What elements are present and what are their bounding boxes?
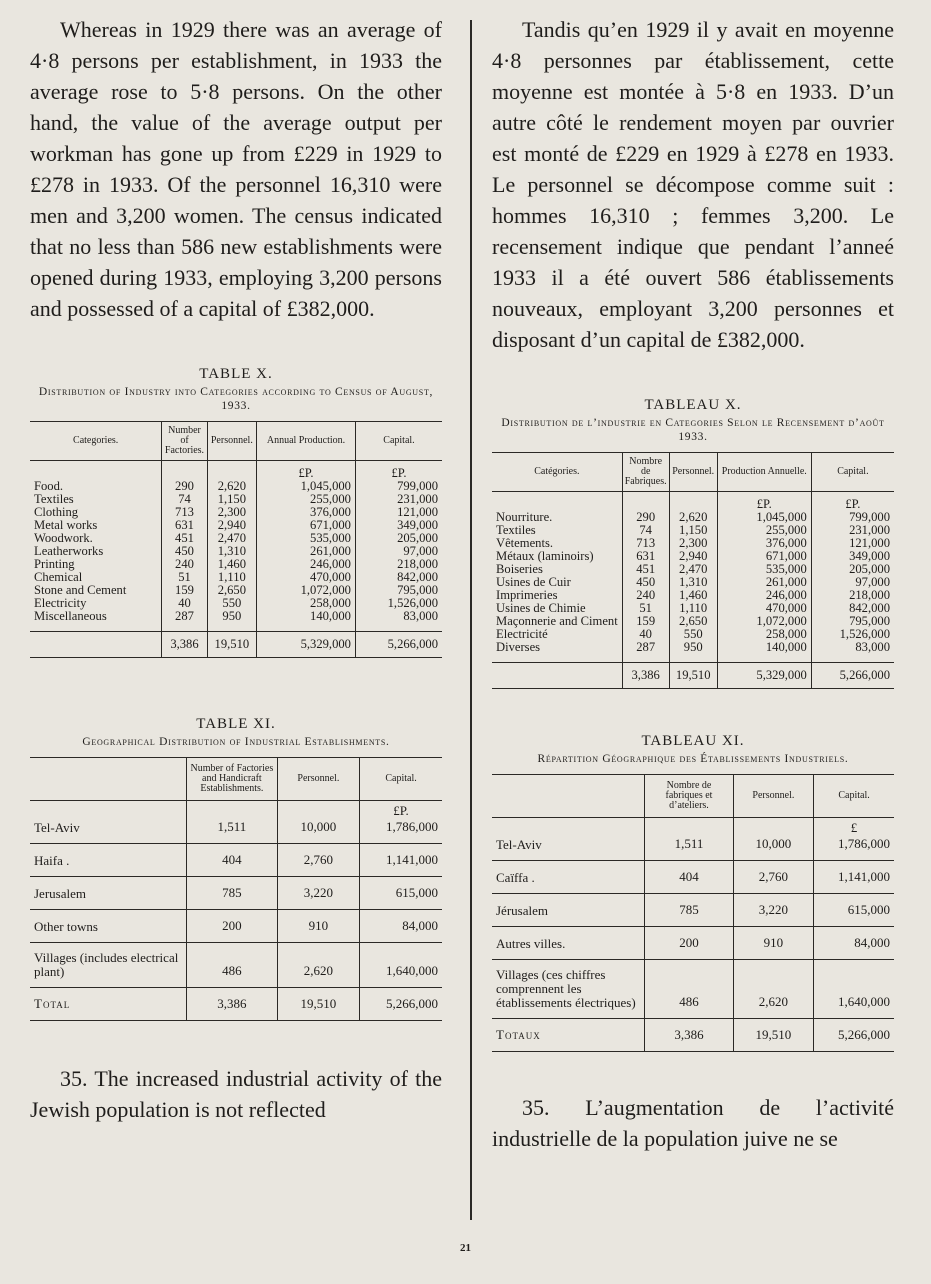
category-cell: Vêtements. [496, 536, 554, 550]
value-cell: 240 [162, 558, 207, 571]
value-cell: 218,000 [355, 558, 442, 571]
value-cell: 910 [277, 910, 359, 943]
tableau-x-header: Nombre de Fabriques. [622, 453, 669, 492]
value-cell: 121,000 [811, 537, 894, 550]
table-row [30, 877, 442, 910]
value-cell: 261,000 [717, 576, 811, 589]
value-cell: 255,000 [257, 493, 356, 506]
unit-cell: £ [814, 818, 894, 837]
value-cell: 2,620 [207, 480, 256, 493]
category-cell: Métaux (laminoirs) [496, 549, 594, 563]
tableau-xi-header: Nombre de fabriques et d’ateliers. [645, 775, 733, 818]
total-cell: 19,510 [733, 1019, 813, 1052]
table-row [492, 641, 894, 663]
value-cell: 631 [622, 550, 669, 563]
value-cell: 140,000 [257, 610, 356, 632]
value-cell: 205,000 [355, 532, 442, 545]
total-cell: Totaux [492, 1019, 645, 1052]
closing-paragraph-en: 35. The increased industrial activity of the Jewish population is not reflected [30, 1066, 442, 1122]
category-cell: Chemical [34, 570, 83, 584]
value-cell: 671,000 [257, 519, 356, 532]
totals-row [492, 663, 894, 689]
category-cell: Printing [34, 557, 75, 571]
category-cell: Usines de Cuir [496, 575, 571, 589]
place-cell: Haifa . [30, 844, 187, 877]
unit-row [492, 818, 894, 837]
value-cell: 1,150 [207, 493, 256, 506]
value-cell: 40 [622, 628, 669, 641]
value-cell: 713 [162, 506, 207, 519]
unit-cell [30, 461, 162, 481]
value-cell: 376,000 [717, 537, 811, 550]
value-cell: 3,220 [277, 877, 359, 910]
category-cell: Electricity [34, 596, 87, 610]
value-cell: 1,640,000 [360, 943, 442, 988]
tableau-xi [492, 774, 894, 1052]
value-cell: 950 [207, 610, 256, 632]
value-cell: 1,045,000 [257, 480, 356, 493]
tableau-x-caption: Distribution de l’industrie en Categories Selon le Recensement d’août 1933. [501, 417, 885, 443]
value-cell: 1,045,000 [717, 511, 811, 524]
table-x-header: Number of Factories. [162, 422, 207, 461]
value-cell: 1,460 [207, 558, 256, 571]
total-cell: 3,386 [187, 988, 278, 1021]
value-cell: 97,000 [811, 576, 894, 589]
total-cell: 5,329,000 [717, 663, 811, 689]
value-cell: 785 [645, 894, 733, 927]
category-cell: Metal works [34, 518, 98, 532]
value-cell: 451 [622, 563, 669, 576]
value-cell: 1,460 [669, 589, 717, 602]
category-cell: Textiles [34, 492, 74, 506]
value-cell: 83,000 [355, 610, 442, 632]
value-cell: 1,110 [669, 602, 717, 615]
unit-cell [162, 461, 207, 481]
value-cell: 1,511 [187, 819, 278, 844]
value-cell: 200 [645, 927, 733, 960]
unit-cell [207, 461, 256, 481]
total-cell: 19,510 [277, 988, 359, 1021]
table-row [492, 894, 894, 927]
value-cell: 404 [645, 861, 733, 894]
tableau-xi-header: Personnel. [733, 775, 813, 818]
value-cell: 258,000 [257, 597, 356, 610]
table-xi-title: TABLE XI. [196, 716, 276, 732]
table-xi-caption: Geographical Distribution of Industrial Establishments. [82, 736, 390, 748]
value-cell: 2,650 [669, 615, 717, 628]
value-cell: 159 [622, 615, 669, 628]
value-cell: 200 [187, 910, 278, 943]
value-cell: 631 [162, 519, 207, 532]
value-cell: 486 [187, 943, 278, 988]
table-x-header: Personnel. [207, 422, 256, 461]
value-cell: 795,000 [811, 615, 894, 628]
value-cell: 140,000 [717, 641, 811, 663]
table-row [30, 844, 442, 877]
unit-cell [30, 801, 187, 820]
table-row [492, 836, 894, 861]
value-cell: 40 [162, 597, 207, 610]
category-cell: Nourriture. [496, 510, 553, 524]
value-cell: 246,000 [257, 558, 356, 571]
value-cell: 287 [622, 641, 669, 663]
place-cell: Tel-Aviv [30, 819, 187, 844]
total-cell: 5,266,000 [814, 1019, 894, 1052]
closing-paragraph-fr: 35. L’augmentation de l’activité industrielle de la population juive ne se [492, 1095, 894, 1151]
value-cell: 290 [622, 511, 669, 524]
value-cell: 1,786,000 [360, 819, 442, 844]
value-cell: 205,000 [811, 563, 894, 576]
value-cell: 535,000 [257, 532, 356, 545]
value-cell: 376,000 [257, 506, 356, 519]
unit-row [30, 461, 442, 481]
value-cell: 2,620 [669, 511, 717, 524]
category-cell: Usines de Chimie [496, 601, 586, 615]
table-xi-header [30, 758, 187, 801]
value-cell: 258,000 [717, 628, 811, 641]
value-cell: 2,470 [669, 563, 717, 576]
tableau-x [492, 452, 894, 689]
value-cell: 450 [622, 576, 669, 589]
table-xi-header: Personnel. [277, 758, 359, 801]
place-cell: Villages (ces chiffres comprennent les établissements électriques) [492, 960, 645, 1019]
unit-row [492, 492, 894, 512]
tableau-xi-header [492, 775, 645, 818]
intro-paragraph-fr: Tandis qu’en 1929 il y avait en moyenne 4·8 personnes par établissement, cette moyenne est montée à 5·8 en 1933. D’un autre côté le rendement moyen par ouvrier est monté de £229 en 1929 à £278 en 1933. Le personnel se décompose comme suit : hommes 16,310 ; femmes 3,200. Le recensement indique que pendant l’anneé 1933 il a été ouvert 586 établissements nouveaux, employant 3,200 personnes et disposant d’un capital de £382,000. [492, 17, 894, 352]
value-cell: 2,620 [277, 943, 359, 988]
value-cell: 842,000 [811, 602, 894, 615]
table-xi-header: Capital. [360, 758, 442, 801]
total-cell: 3,386 [622, 663, 669, 689]
tableau-x-title: TABLEAU X. [644, 397, 742, 413]
category-cell: Clothing [34, 505, 79, 519]
value-cell: 231,000 [355, 493, 442, 506]
value-cell: 2,620 [733, 960, 813, 1019]
intro-paragraph-en: Whereas in 1929 there was an average of 4·8 persons per establishment, in 1933 the average rose to 5·8 persons. On the other hand, the value of the average output per workman has gone up from £229 in 1929 to £278 in 1933. Of the personnel 16,310 were men and 3,200 women. The census indicated that no less than 586 new establishments were opened during 1933, employing 3,200 persons and possessed of a capital of £382,000. [30, 17, 442, 321]
unit-cell: £P. [811, 492, 894, 512]
category-cell: Maçonnerie and Ciment [496, 614, 618, 628]
table-x-header: Categories. [30, 422, 162, 461]
tableau-xi-caption: Répartition Géographique des Établissements Industriels. [537, 753, 849, 765]
category-cell: Boiseries [496, 562, 543, 576]
category-cell: Food. [34, 479, 64, 493]
value-cell: 2,650 [207, 584, 256, 597]
unit-cell: £P. [717, 492, 811, 512]
unit-cell: £P. [360, 801, 442, 820]
totals-row [30, 988, 442, 1021]
table-x-caption: Distribution of Industry into Categories according to Census of August, 1933. [38, 386, 434, 412]
table-x-header: Capital. [355, 422, 442, 461]
value-cell: 2,470 [207, 532, 256, 545]
total-cell: Total [30, 988, 187, 1021]
unit-cell [669, 492, 717, 512]
value-cell: 10,000 [277, 819, 359, 844]
value-cell: 671,000 [717, 550, 811, 563]
unit-cell [645, 818, 733, 837]
value-cell: 950 [669, 641, 717, 663]
value-cell: 2,940 [207, 519, 256, 532]
value-cell: 121,000 [355, 506, 442, 519]
value-cell: 2,760 [733, 861, 813, 894]
value-cell: 84,000 [814, 927, 894, 960]
value-cell: 1,141,000 [360, 844, 442, 877]
value-cell: 470,000 [257, 571, 356, 584]
value-cell: 2,760 [277, 844, 359, 877]
unit-cell [187, 801, 278, 820]
value-cell: 1,640,000 [814, 960, 894, 1019]
value-cell: 218,000 [811, 589, 894, 602]
tableau-x-header: Catégories. [492, 453, 622, 492]
column-divider [470, 20, 472, 1220]
value-cell: 795,000 [355, 584, 442, 597]
total-cell: 19,510 [669, 663, 717, 689]
value-cell: 615,000 [360, 877, 442, 910]
value-cell: 231,000 [811, 524, 894, 537]
value-cell: 290 [162, 480, 207, 493]
table-xi-header: Number of Factories and Handicraft Establishments. [187, 758, 278, 801]
value-cell: 910 [733, 927, 813, 960]
value-cell: 1,526,000 [811, 628, 894, 641]
tableau-x-header: Personnel. [669, 453, 717, 492]
tableau-x-header: Capital. [811, 453, 894, 492]
totals-row [492, 1019, 894, 1052]
unit-cell [492, 818, 645, 837]
value-cell: 713 [622, 537, 669, 550]
unit-cell [492, 492, 622, 512]
value-cell: 842,000 [355, 571, 442, 584]
value-cell: 470,000 [717, 602, 811, 615]
place-cell: Autres villes. [492, 927, 645, 960]
table-row [30, 819, 442, 844]
value-cell: 785 [187, 877, 278, 910]
table-x-title: TABLE X. [199, 366, 273, 382]
tableau-xi-header: Capital. [814, 775, 894, 818]
value-cell: 349,000 [355, 519, 442, 532]
value-cell: 240 [622, 589, 669, 602]
category-cell: Electricité [496, 627, 548, 641]
value-cell: 799,000 [811, 511, 894, 524]
value-cell: 74 [622, 524, 669, 537]
value-cell: 2,940 [669, 550, 717, 563]
value-cell: 535,000 [717, 563, 811, 576]
french-column [492, 14, 894, 1154]
unit-cell [733, 818, 813, 837]
value-cell: 2,300 [669, 537, 717, 550]
value-cell: 3,220 [733, 894, 813, 927]
unit-cell: £P. [355, 461, 442, 481]
value-cell: 74 [162, 493, 207, 506]
value-cell: 1,110 [207, 571, 256, 584]
table-row [492, 960, 894, 1019]
tableau-xi-title: TABLEAU XI. [641, 733, 745, 749]
value-cell: 10,000 [733, 836, 813, 861]
category-cell: Imprimeries [496, 588, 558, 602]
value-cell: 1,526,000 [355, 597, 442, 610]
category-cell: Woodwork. [34, 531, 93, 545]
table-row [492, 861, 894, 894]
value-cell: 261,000 [257, 545, 356, 558]
total-cell: 5,266,000 [355, 632, 442, 658]
total-cell: 5,266,000 [360, 988, 442, 1021]
value-cell: 51 [162, 571, 207, 584]
value-cell: 246,000 [717, 589, 811, 602]
value-cell: 1,072,000 [717, 615, 811, 628]
value-cell: 1,786,000 [814, 836, 894, 861]
total-cell: 5,266,000 [811, 663, 894, 689]
place-cell: Caïffa . [492, 861, 645, 894]
total-cell: 3,386 [162, 632, 207, 658]
table-xi [30, 757, 442, 1021]
value-cell: 1,511 [645, 836, 733, 861]
value-cell: 550 [669, 628, 717, 641]
value-cell: 615,000 [814, 894, 894, 927]
category-cell: Diverses [496, 640, 541, 654]
total-cell: 3,386 [645, 1019, 733, 1052]
value-cell: 451 [162, 532, 207, 545]
value-cell: 404 [187, 844, 278, 877]
table-row [30, 610, 442, 632]
value-cell: 349,000 [811, 550, 894, 563]
place-cell: Tel-Aviv [492, 836, 645, 861]
unit-cell: £P. [257, 461, 356, 481]
category-cell: Miscellaneous [34, 609, 107, 623]
total-cell [492, 663, 622, 689]
table-row [30, 943, 442, 988]
tableau-x-header: Production Annuelle. [717, 453, 811, 492]
value-cell: 255,000 [717, 524, 811, 537]
unit-row [30, 801, 442, 820]
unit-cell [622, 492, 669, 512]
category-cell: Textiles [496, 523, 536, 537]
value-cell: 1,310 [669, 576, 717, 589]
value-cell: 486 [645, 960, 733, 1019]
value-cell: 1,072,000 [257, 584, 356, 597]
place-cell: Jérusalem [492, 894, 645, 927]
category-cell: Stone and Cement [34, 583, 127, 597]
value-cell: 1,141,000 [814, 861, 894, 894]
value-cell: 51 [622, 602, 669, 615]
value-cell: 1,310 [207, 545, 256, 558]
value-cell: 1,150 [669, 524, 717, 537]
page-number: 21 [460, 1242, 471, 1254]
value-cell: 84,000 [360, 910, 442, 943]
table-x-header: Annual Production. [257, 422, 356, 461]
value-cell: 287 [162, 610, 207, 632]
english-column [30, 14, 442, 1125]
value-cell: 550 [207, 597, 256, 610]
unit-cell [277, 801, 359, 820]
table-row [492, 927, 894, 960]
totals-row [30, 632, 442, 658]
value-cell: 799,000 [355, 480, 442, 493]
table-row [30, 910, 442, 943]
value-cell: 2,300 [207, 506, 256, 519]
total-cell [30, 632, 162, 658]
place-cell: Other towns [30, 910, 187, 943]
place-cell: Jerusalem [30, 877, 187, 910]
category-cell: Leatherworks [34, 544, 104, 558]
value-cell: 97,000 [355, 545, 442, 558]
total-cell: 19,510 [207, 632, 256, 658]
value-cell: 450 [162, 545, 207, 558]
value-cell: 159 [162, 584, 207, 597]
value-cell: 83,000 [811, 641, 894, 663]
place-cell: Villages (includes electrical plant) [30, 943, 187, 988]
total-cell: 5,329,000 [257, 632, 356, 658]
table-x [30, 421, 442, 658]
